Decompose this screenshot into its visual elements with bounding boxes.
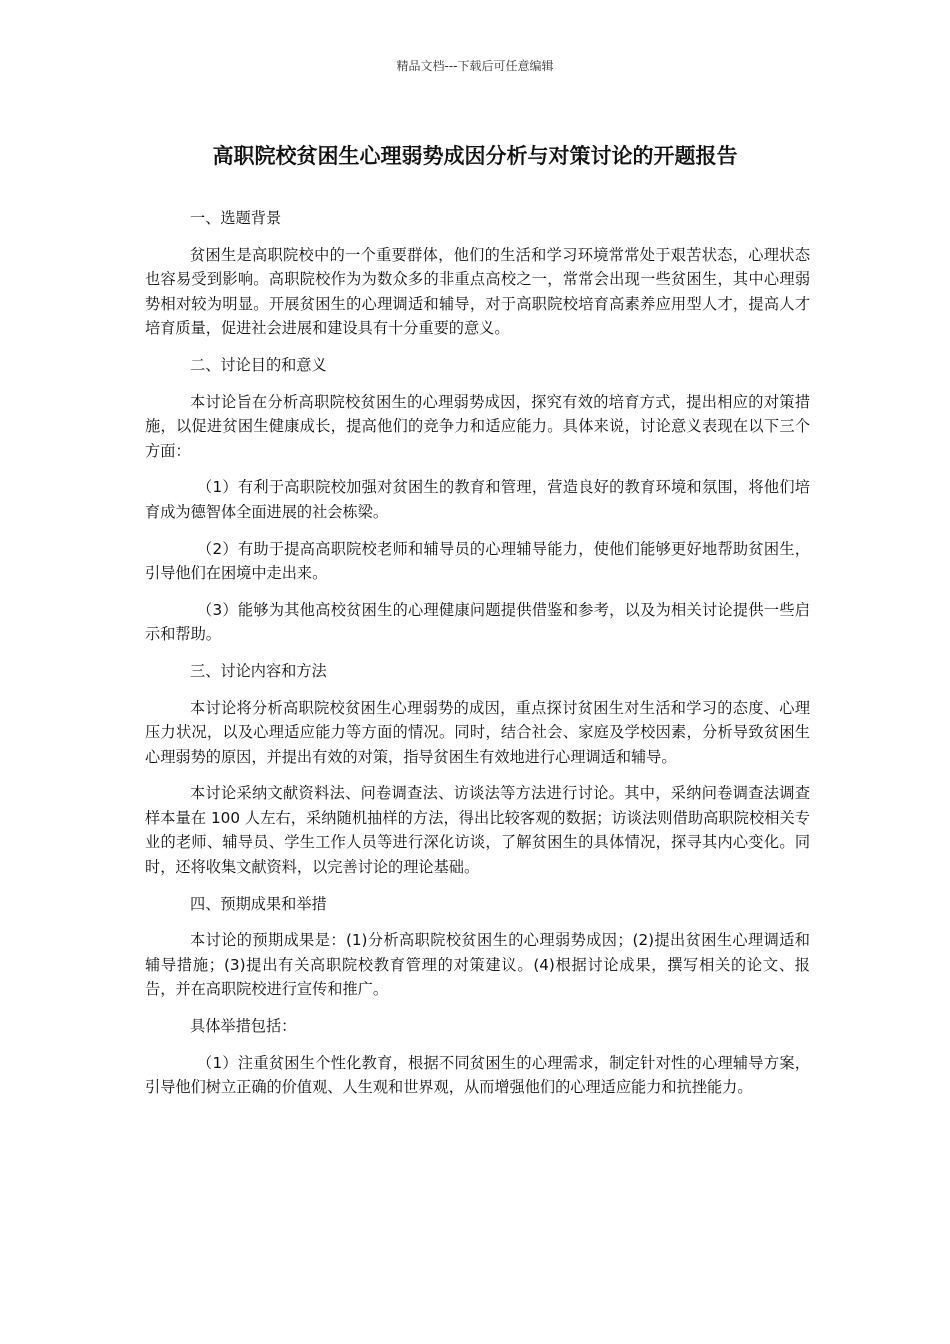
paragraph-background: 贫困生是高职院校中的一个重要群体，他们的生活和学习环境常常处于艰苦状态，心理状态也容易受到影响。高职院校作为为数众多的非重点高校之一，常常会出现一些贫困生，其中心理弱势相对较为明显。开展贫困生的心理调适和辅导，对于高职院校培育高素养应用型人才，提高人才培育质量，促进社会进展和建设具有十分重要的意义。 bbox=[145, 245, 810, 338]
section-heading-purpose: 二、讨论目的和意义 bbox=[190, 355, 327, 374]
header-note: 精品文档---下载后可任意编辑 bbox=[396, 59, 554, 73]
paragraph-outcomes: 本讨论的预期成果是：(1)分析高职院校贫困生的心理弱势成因；(2)提出贫困生心理调适和辅导措施；(3)提出有关高职院校教育管理的对策建议。(4)根据讨论成果，撰写相关的论文、报告，并在高职院校进行宣传和推广。 bbox=[145, 931, 810, 999]
document-title: 高职院校贫困生心理弱势成因分析与对策讨论的开题报告 bbox=[212, 144, 738, 168]
list-item-purpose-3: （3）能够为其他高校贫困生的心理健康问题提供借鉴和参考，以及为相关讨论提供一些启示和帮助。 bbox=[145, 600, 810, 644]
list-item-purpose-2: （2）有助于提高高职院校老师和辅导员的心理辅导能力，使他们能够更好地帮助贫困生，引导他们在困境中走出来。 bbox=[145, 539, 810, 583]
section-heading-background: 一、选题背景 bbox=[190, 209, 282, 227]
paragraph-measures-intro: 具体举措包括： bbox=[190, 1017, 297, 1036]
list-item-purpose-1: （1）有利于高职院校加强对贫困生的教育和管理，营造良好的教育环境和氛围，将他们培育成为德智体全面进展的社会栋梁。 bbox=[145, 478, 810, 521]
paragraph-purpose: 本讨论旨在分析高职院校贫困生的心理弱势成因，探究有效的培育方式，提出相应的对策措施，以促进贫困生健康成长，提高他们的竞争力和适应能力。具体来说，讨论意义表现在以下三个方面： bbox=[145, 392, 810, 460]
document-body bbox=[145, 206, 810, 1112]
section-heading-methods: 三、讨论内容和方法 bbox=[190, 661, 327, 680]
section-heading-outcomes: 四、预期成果和举措 bbox=[190, 894, 327, 913]
paragraph-content: 本讨论将分析高职院校贫困生心理弱势的成因，重点探讨贫困生对生活和学习的态度、心理压力状况，以及心理适应能力等方面的情况。同时，结合社会、家庭及学校因素，分析导致贫困生心理弱势的原因，并提出有效的对策，指导贫困生有效地进行心理调适和辅导。 bbox=[145, 698, 810, 766]
list-item-measure-1: （1）注重贫困生个性化教育，根据不同贫困生的心理需求，制定针对性的心理辅导方案，引导他们树立正确的价值观、人生观和世界观，从而增强他们的心理适应能力和抗挫能力。 bbox=[145, 1053, 810, 1097]
paragraph-methods: 本讨论采纳文献资料法、问卷调查法、访谈法等方法进行讨论。其中，采纳问卷调查法调查样本量在 100 人左右，采纳随机抽样的方法，得出比较客观的数据；访谈法则借助高职院校相关专业的老师、辅导员、学生工作人员等进行深化访谈，了解贫困生的具体情况，探寻其内心变化。同时，还将收集文献资料，以完善讨论的理论基础。 bbox=[145, 784, 810, 877]
